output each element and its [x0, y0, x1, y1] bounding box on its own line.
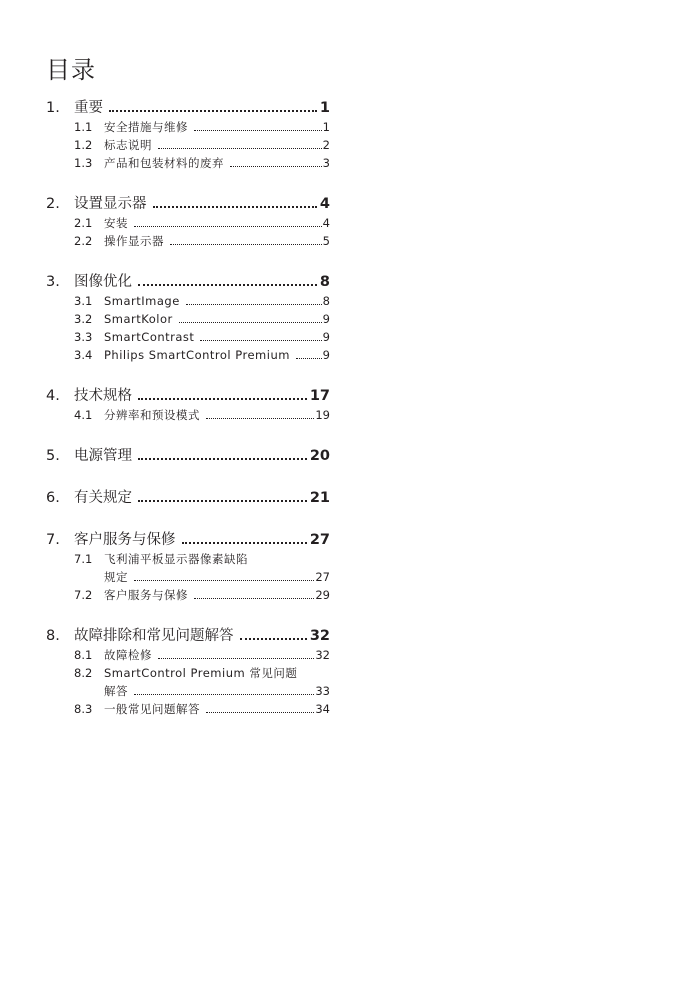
dot-leader	[296, 358, 322, 359]
dot-leader	[182, 542, 307, 544]
subsection-title: SmartKolor	[104, 312, 173, 326]
section-number: 5.	[46, 448, 60, 464]
subentry-line	[46, 646, 330, 664]
toc-section	[46, 194, 330, 250]
dot-leader	[138, 500, 307, 502]
toc-section	[46, 386, 330, 424]
dot-leader	[134, 580, 314, 581]
dot-leader	[134, 226, 322, 227]
subsection-number: 3.3	[74, 330, 93, 344]
section-title: 故障排除和常见问题解答	[74, 628, 234, 644]
toc-section	[46, 272, 330, 364]
toc-entry[interactable]	[46, 446, 330, 466]
toc-entry[interactable]	[46, 530, 330, 550]
subsection-number: 7.1	[74, 552, 93, 566]
toc-subentry[interactable]	[46, 214, 330, 232]
toc-entry[interactable]	[46, 626, 330, 646]
section-number: 4.	[46, 388, 60, 404]
dot-leader	[158, 658, 314, 659]
toc-subentry[interactable]	[46, 232, 330, 250]
dot-leader	[138, 398, 307, 400]
subsection-title: SmartControl Premium 常见问题	[104, 666, 298, 680]
dot-leader	[194, 598, 314, 599]
toc-subentry[interactable]	[46, 292, 330, 310]
page-number: 4	[322, 216, 330, 230]
dot-leader	[134, 694, 314, 695]
subsection-title: 故障检修	[104, 648, 152, 662]
dot-leader	[158, 148, 322, 149]
section-title: 重要	[74, 100, 103, 116]
page-number: 9	[322, 312, 330, 326]
subsection-number: 7.2	[74, 588, 93, 602]
page-number: 8	[319, 274, 330, 290]
page-number: 19	[315, 408, 330, 422]
toc-section	[46, 626, 330, 718]
subsection-number: 2.2	[74, 234, 93, 248]
subentry-line	[46, 568, 330, 586]
subsection-number: 3.1	[74, 294, 93, 308]
toc-section	[46, 98, 330, 172]
page-number: 27	[309, 532, 330, 548]
subentry-line	[46, 154, 330, 172]
subsection-number: 8.1	[74, 648, 93, 662]
toc-subentry[interactable]	[46, 700, 330, 718]
subentry-line	[46, 664, 330, 682]
section-number: 7.	[46, 532, 60, 548]
dot-leader	[109, 110, 317, 112]
page-number: 9	[322, 330, 330, 344]
page-number: 2	[322, 138, 330, 152]
toc-subentry[interactable]	[46, 328, 330, 346]
subsection-title: SmartContrast	[104, 330, 195, 344]
subentry-line	[46, 346, 330, 364]
toc-section	[46, 446, 330, 466]
subsection-number: 3.2	[74, 312, 93, 326]
dot-leader	[170, 244, 322, 245]
page-number: 8	[322, 294, 330, 308]
page-number: 20	[309, 448, 330, 464]
page-number: 1	[322, 120, 330, 134]
page-number: 3	[322, 156, 330, 170]
toc-entry[interactable]	[46, 98, 330, 118]
toc-subentry[interactable]	[46, 154, 330, 172]
toc-entry[interactable]	[46, 386, 330, 406]
page-number: 32	[309, 628, 330, 644]
subsection-title: 安全措施与维修	[104, 120, 188, 134]
section-number: 2.	[46, 196, 60, 212]
page-number: 34	[315, 702, 330, 716]
section-number: 8.	[46, 628, 60, 644]
page-number: 17	[309, 388, 330, 404]
toc-subentry[interactable]	[46, 406, 330, 424]
section-title: 电源管理	[74, 448, 132, 464]
toc-entry[interactable]	[46, 194, 330, 214]
section-number: 6.	[46, 490, 60, 506]
toc-subentry[interactable]	[46, 550, 330, 586]
toc-title: 目录	[46, 56, 96, 84]
subsection-title-cont: 解答	[104, 684, 128, 698]
subentry-line	[46, 136, 330, 154]
subsection-title: 一般常见问题解答	[104, 702, 200, 716]
dot-leader	[206, 712, 314, 713]
subentry-line	[46, 292, 330, 310]
subsection-number: 4.1	[74, 408, 93, 422]
toc-subentry[interactable]	[46, 118, 330, 136]
toc-subentry[interactable]	[46, 664, 330, 700]
subsection-title: 飞利浦平板显示器像素缺陷	[104, 552, 248, 566]
subsection-number: 8.3	[74, 702, 93, 716]
toc-section	[46, 488, 330, 508]
toc-subentry[interactable]	[46, 310, 330, 328]
subsection-title: 客户服务与保修	[104, 588, 188, 602]
page-number: 5	[322, 234, 330, 248]
toc-subentry[interactable]	[46, 586, 330, 604]
subsection-title: SmartImage	[104, 294, 180, 308]
page-number: 33	[315, 684, 330, 698]
page-number: 1	[319, 100, 330, 116]
subsection-number: 1.1	[74, 120, 93, 134]
dot-leader	[230, 166, 322, 167]
subsection-title: 标志说明	[104, 138, 152, 152]
dot-leader	[179, 322, 322, 323]
subsection-title: 产品和包装材料的废弃	[104, 156, 224, 170]
subentry-line	[46, 586, 330, 604]
page-number: 4	[319, 196, 330, 212]
subentry-line	[46, 310, 330, 328]
section-title: 设置显示器	[74, 196, 147, 212]
section-title: 图像优化	[74, 274, 132, 290]
subsection-number: 1.2	[74, 138, 93, 152]
subentry-line	[46, 214, 330, 232]
subentry-line	[46, 550, 330, 568]
subsection-title: 操作显示器	[104, 234, 164, 248]
dot-leader	[206, 418, 314, 419]
table-of-contents	[46, 98, 330, 740]
section-title: 技术规格	[74, 388, 132, 404]
toc-section	[46, 530, 330, 604]
dot-leader	[138, 284, 317, 286]
section-number: 1.	[46, 100, 60, 116]
toc-subentry[interactable]	[46, 646, 330, 664]
subsection-title: Philips SmartControl Premium	[104, 348, 290, 362]
section-title: 客户服务与保修	[74, 532, 176, 548]
subentry-line	[46, 232, 330, 250]
section-title: 有关规定	[74, 490, 132, 506]
page-number: 29	[315, 588, 330, 602]
toc-entry[interactable]	[46, 272, 330, 292]
page-number: 27	[315, 570, 330, 584]
dot-leader	[200, 340, 321, 341]
dot-leader	[186, 304, 322, 305]
subsection-number: 2.1	[74, 216, 93, 230]
subsection-title-cont: 规定	[104, 570, 128, 584]
subsection-title: 分辨率和预设模式	[104, 408, 200, 422]
subentry-line	[46, 406, 330, 424]
toc-subentry[interactable]	[46, 346, 330, 364]
page-number: 21	[309, 490, 330, 506]
dot-leader	[240, 638, 307, 640]
dot-leader	[153, 206, 317, 208]
subentry-line	[46, 682, 330, 700]
subentry-line	[46, 328, 330, 346]
subentry-line	[46, 118, 330, 136]
subsection-title: 安装	[104, 216, 128, 230]
subsection-number: 3.4	[74, 348, 93, 362]
page-number: 9	[322, 348, 330, 362]
dot-leader	[138, 458, 307, 460]
subsection-number: 1.3	[74, 156, 93, 170]
page-number: 32	[315, 648, 330, 662]
dot-leader	[194, 130, 322, 131]
toc-subentry[interactable]	[46, 136, 330, 154]
toc-entry[interactable]	[46, 488, 330, 508]
subsection-number: 8.2	[74, 666, 93, 680]
subentry-line	[46, 700, 330, 718]
section-number: 3.	[46, 274, 60, 290]
